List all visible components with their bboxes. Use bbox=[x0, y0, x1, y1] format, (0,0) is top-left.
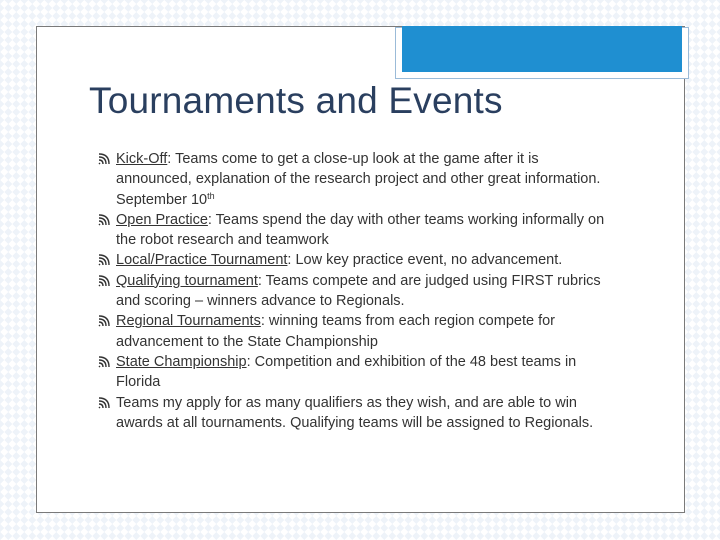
wifi-signal-icon bbox=[98, 254, 110, 266]
bullet-term: Qualifying tournament bbox=[116, 272, 258, 289]
wifi-signal-icon bbox=[98, 397, 110, 409]
bullet-text: : Teams compete and are judged using FIRST rubrics and scoring – winners advance to Regionals. bbox=[116, 272, 601, 310]
slide-title: Tournaments and Events bbox=[89, 80, 503, 121]
bullet-text: : Competition and exhibition of the 48 best teams in Florida bbox=[116, 353, 577, 391]
ordinal-suffix: th bbox=[207, 190, 215, 201]
bullet-term: State Championship bbox=[116, 353, 247, 370]
bullet-text: : Teams spend the day with other teams working informally on the robot research and teamwork bbox=[116, 211, 605, 249]
bullet-text: : Teams come to get a close-up look at the game after it is announced, explanation of the research project and other great information. September 10 bbox=[116, 151, 601, 208]
wifi-signal-icon bbox=[98, 214, 110, 226]
bullet-term: Regional Tournaments bbox=[116, 313, 261, 330]
wifi-signal-icon bbox=[98, 153, 110, 165]
bullet-term: Kick-Off bbox=[116, 151, 168, 167]
bullet-list bbox=[98, 149, 618, 433]
bullet-text: : Low key practice event, no advancement. bbox=[287, 252, 563, 269]
bullet-item-qualifying bbox=[98, 271, 618, 312]
bullet-term: Local/Practice Tournament bbox=[116, 252, 288, 269]
wifi-signal-icon bbox=[98, 356, 110, 368]
accent-tab bbox=[395, 27, 689, 79]
bullet-item-open-practice bbox=[98, 210, 618, 251]
bullet-text: : winning teams from each region compete for advancement to the State Championship bbox=[116, 313, 555, 350]
bullet-term: Open Practice bbox=[116, 211, 208, 228]
wifi-signal-icon bbox=[98, 315, 110, 327]
bullet-item-regional bbox=[98, 311, 618, 352]
bullet-item-qualifiers-note bbox=[98, 393, 618, 434]
bullet-item-kickoff bbox=[98, 149, 618, 210]
bullet-item-state bbox=[98, 352, 618, 393]
wifi-signal-icon bbox=[98, 275, 110, 287]
accent-block bbox=[402, 26, 682, 72]
bullet-text: Teams my apply for as many qualifiers as they wish, and are able to win awards at all tournaments. Qualifying teams will be assigned to Regionals. bbox=[116, 394, 594, 431]
bullet-item-local-practice bbox=[98, 250, 618, 270]
